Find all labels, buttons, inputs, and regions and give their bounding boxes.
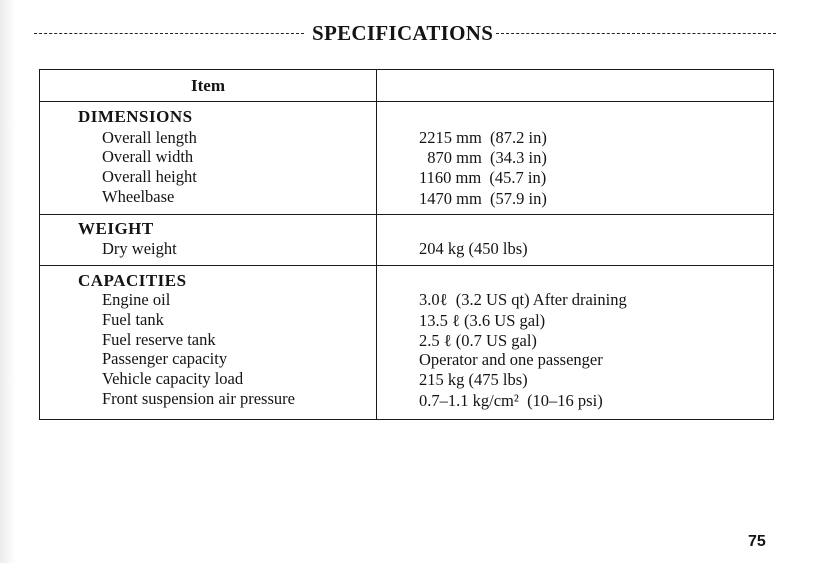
row-value: 1470 mm (57.9 in) xyxy=(419,189,547,208)
specifications-heading xyxy=(34,20,776,46)
page-edge-shadow xyxy=(0,0,16,563)
section-dimensions xyxy=(40,104,773,214)
page-title: SPECIFICATIONS xyxy=(312,21,494,45)
row-value: 2.5 ℓ (0.7 US gal) xyxy=(419,331,537,350)
table-header-item: Item xyxy=(191,76,225,95)
row-label: Fuel reserve tank xyxy=(102,330,216,349)
row-label: Overall height xyxy=(102,167,197,186)
section-divider xyxy=(40,214,773,215)
row-value: 204 kg (450 lbs) xyxy=(419,239,528,258)
heading-rule-right xyxy=(496,33,776,34)
row-label: Fuel tank xyxy=(102,310,164,329)
heading-rule-left xyxy=(34,33,304,34)
header-divider xyxy=(40,101,773,102)
row-value: 215 kg (475 lbs) xyxy=(419,370,528,389)
row-label: Front suspension air pressure xyxy=(102,389,295,408)
row-label: Overall length xyxy=(102,128,197,147)
row-value: 2215 mm (87.2 in) xyxy=(419,128,547,147)
row-value: Operator and one passenger xyxy=(419,350,603,369)
row-label: Engine oil xyxy=(102,290,171,309)
table-header-value xyxy=(378,70,774,102)
section-title: CAPACITIES xyxy=(78,271,187,290)
row-label: Passenger capacity xyxy=(102,349,228,368)
specifications-table xyxy=(39,69,774,420)
row-value: 13.5 ℓ (3.6 US gal) xyxy=(419,311,546,330)
row-label: Vehicle capacity load xyxy=(102,369,244,388)
section-title: WEIGHT xyxy=(78,219,154,238)
section-capacities xyxy=(40,268,773,418)
row-label: Wheelbase xyxy=(102,187,175,206)
page-number: 75 xyxy=(748,533,766,550)
section-weight xyxy=(40,216,773,264)
row-value: 1160 mm (45.7 in) xyxy=(419,168,547,187)
section-divider xyxy=(40,265,773,266)
row-label: Dry weight xyxy=(102,239,177,258)
row-value: 870 mm (34.3 in) xyxy=(419,148,547,167)
section-title: DIMENSIONS xyxy=(78,107,193,126)
row-value: 0.7–1.1 kg/cm² (10–16 psi) xyxy=(419,391,603,410)
row-value: 3.0ℓ (3.2 US qt) After draining xyxy=(419,290,627,309)
row-label: Overall width xyxy=(102,147,194,166)
